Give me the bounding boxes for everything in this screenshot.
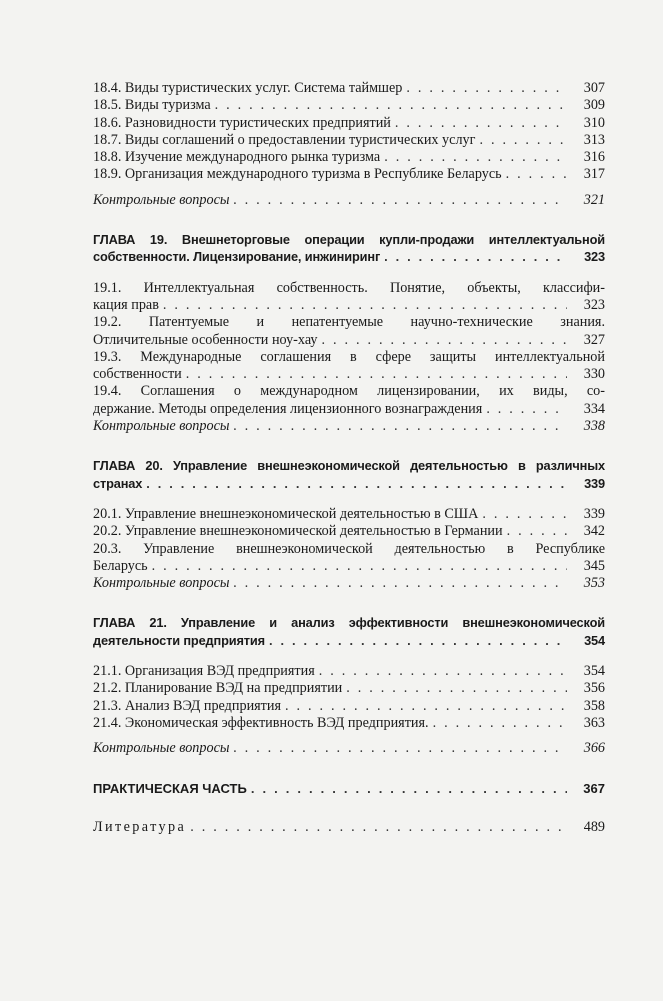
entry-page: 323 [583,296,605,313]
dot-leader [229,575,567,592]
chapter-20-heading-line-1: ГЛАВА 20. Управление внешнеэкономической деятельностью в различных [93,458,605,474]
entry-page: 489 [583,818,605,835]
entry-title: Отличительные особенности ноу-хау [93,331,318,348]
toc-practical-part [93,780,605,797]
toc-entry-18-9 [93,166,605,183]
dot-leader [159,297,567,314]
entry-title: странах [93,475,143,491]
dot-leader [265,632,567,649]
entry-title: 18.7. Виды соглашений о предоставлении туристических услуг [93,131,476,148]
dot-leader [380,248,567,265]
entry-page: 366 [583,740,605,757]
dot-leader [247,780,567,797]
toc-entry-21-3 [93,698,605,715]
entry-title: деятельности предприятия [93,632,265,648]
entry-title: собственности. Лицензирование, инжиниринг [93,249,381,265]
entry-title: Контрольные вопросы [93,418,230,435]
toc-entry-19-2-line-1: 19.2. Патентуемые и непатентуемые научно-технические знания. [93,314,605,331]
dot-leader [148,558,567,575]
entry-page: 310 [583,114,605,131]
dot-leader [402,80,567,97]
entry-page: 321 [583,191,605,208]
dot-leader [478,506,567,523]
toc-entry-19-1-line-1: 19.1. Интеллектуальная собственность. Понятие, объекты, классифи- [93,279,605,296]
entry-title: кация прав [93,296,159,313]
dot-leader [429,715,567,732]
dot-leader [475,132,567,149]
toc-entry-19-3-line-1: 19.3. Международные соглашения в сфере защиты интеллектуальной [93,348,605,365]
chapter-20-heading [93,475,605,492]
entry-page: 327 [583,331,605,348]
entry-page: 330 [583,366,605,383]
chapter-21-heading-line-1: ГЛАВА 21. Управление и анализ эффективности внешнеэкономической [93,615,605,631]
entry-page: 354 [583,663,605,680]
entry-title: 21.3. Анализ ВЭД предприятия [93,697,282,714]
toc-entry-20-3 [93,558,605,575]
toc-entry-20-3-line-1: 20.3. Управление внешнеэкономической деятельностью в Республике [93,540,605,557]
entry-title: Контрольные вопросы [93,575,230,592]
entry-page: 317 [583,166,605,183]
dot-leader [229,192,567,209]
entry-title: 18.8. Изучение международного рынка туризма [93,149,381,166]
entry-title: 21.4. Экономическая эффективность ВЭД предприятия. [93,714,429,731]
toc-review-questions-18 [93,192,605,209]
toc-entry-18-7 [93,132,605,149]
entry-title: Контрольные вопросы [93,191,230,208]
entry-title: Контрольные вопросы [93,740,230,757]
entry-page: 339 [583,505,605,522]
entry-title: 20.2. Управление внешнеэкономической деятельностью в Германии [93,523,503,540]
dot-leader [317,332,567,349]
entry-title: Литература [93,818,187,835]
dot-leader [229,740,567,757]
dot-leader [342,680,567,697]
entry-page: 339 [584,475,605,491]
toc-review-questions-20 [93,575,605,592]
entry-page: 356 [583,680,605,697]
entry-page: 345 [583,557,605,574]
entry-page: 353 [583,575,605,592]
toc-entry-21-1 [93,663,605,680]
toc-literature [93,819,605,836]
toc-entry-19-4-line-1: 19.4. Соглашения о международном лицензировании, их виды, со- [93,383,605,400]
entry-title: держание. Методы определения лицензионного вознаграждения [93,400,483,417]
toc-entry-18-6 [93,115,605,132]
dot-leader [380,149,567,166]
toc-entry-18-4 [93,80,605,97]
entry-title: собственности [93,366,182,383]
toc-entry-20-2 [93,523,605,540]
entry-title: 18.6. Разновидности туристических предприятий [93,114,391,131]
dot-leader [182,366,567,383]
entry-title: 18.5. Виды туризма [93,97,211,114]
dot-leader [391,115,567,132]
entry-title: 18.9. Организация международного туризма в Республике Беларусь [93,166,502,183]
entry-title: 21.1. Организация ВЭД предприятия [93,663,315,680]
entry-title: 21.2. Планирование ВЭД на предприятии [93,680,343,697]
toc-entry-18-8 [93,149,605,166]
chapter-19-heading-line-1: ГЛАВА 19. Внешнеторговые операции купли-продажи интеллектуальной [93,232,605,248]
toc-entry-19-4 [93,401,605,418]
toc-entry-20-1 [93,506,605,523]
toc-entry-19-2 [93,332,605,349]
entry-page: 323 [584,249,605,265]
entry-page: 363 [583,714,605,731]
entry-title: Беларусь [93,557,148,574]
table-of-contents [93,80,605,836]
entry-page: 309 [583,97,605,114]
toc-entry-19-1 [93,297,605,314]
dot-leader [502,166,567,183]
chapter-21-heading [93,632,605,649]
entry-title: 20.1. Управление внешнеэкономической деятельностью в США [93,505,479,522]
dot-leader [229,418,567,435]
dot-leader [142,475,567,492]
entry-title: 18.4. Виды туристических услуг. Система таймшер [93,80,403,96]
entry-page: 313 [583,131,605,148]
entry-page: 307 [583,80,605,96]
dot-leader [186,819,567,836]
chapter-19-heading [93,248,605,265]
toc-entry-18-5 [93,97,605,114]
entry-title: ПРАКТИЧЕСКАЯ ЧАСТЬ [93,780,247,796]
toc-entry-19-3 [93,366,605,383]
toc-entry-21-4 [93,715,605,732]
entry-page: 316 [583,149,605,166]
entry-page: 367 [583,780,605,796]
entry-page: 342 [583,523,605,540]
entry-page: 358 [583,697,605,714]
dot-leader [503,523,567,540]
toc-entry-21-2 [93,680,605,697]
toc-review-questions-19 [93,418,605,435]
entry-page: 334 [583,400,605,417]
entry-page: 354 [584,632,605,648]
dot-leader [281,698,567,715]
entry-page: 338 [583,418,605,435]
dot-leader [482,401,567,418]
dot-leader [315,663,567,680]
toc-review-questions-21 [93,740,605,757]
dot-leader [211,97,567,114]
